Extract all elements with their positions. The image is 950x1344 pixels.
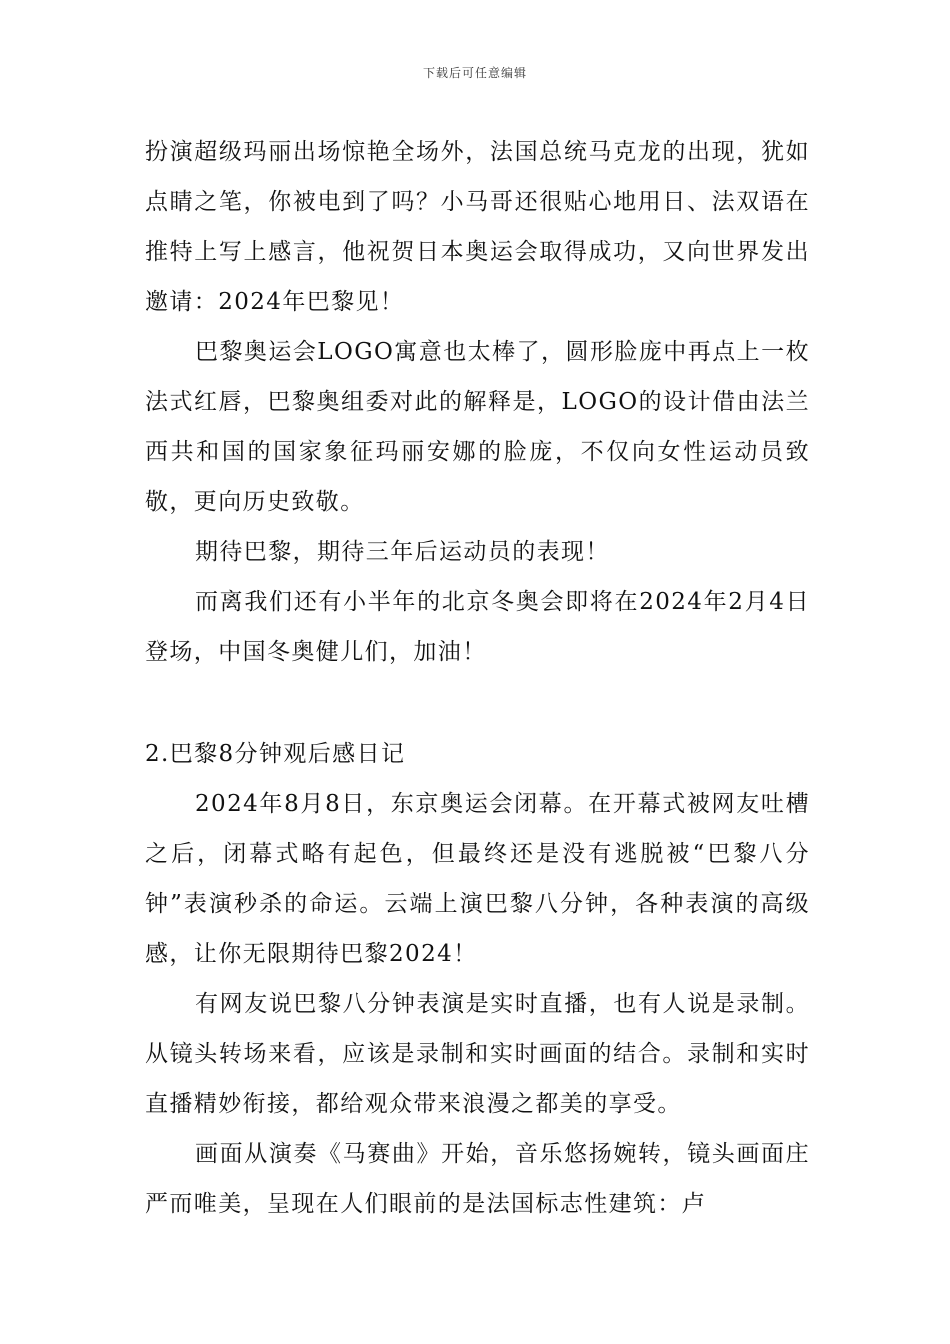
paragraph-expect-paris: 期待巴黎，期待三年后运动员的表现！	[195, 539, 610, 565]
paragraph-marseillaise: 画面从演奏《马赛曲》开始，音乐悠扬婉转，镜头画面庄严而唯美，呈现在人们眼前的是法国标志性建筑：卢	[145, 1141, 810, 1217]
paragraph-live-or-recorded: 有网友说巴黎八分钟表演是实时直播，也有人说是录制。从镜头转场来看，应该是录制和实时画面的结合。录制和实时直播精妙衔接，都给观众带来浪漫之都美的享受。	[145, 991, 810, 1117]
paragraph-continuation: 扮演超级玛丽出场惊艳全场外，法国总统马克龙的出现，犹如点睛之笔，你被电到了吗？小马哥还很贴心地用日、法双语在推特上写上感言，他祝贺日本奥运会取得成功，又向世界发出邀请：2024年巴黎见！	[145, 139, 810, 315]
header-note: 下载后可任意编辑	[422, 66, 527, 80]
section-heading: 2.巴黎8分钟观后感日记	[145, 741, 406, 767]
paragraph-beijing: 而离我们还有小半年的北京冬奥会即将在2024年2月4日登场，中国冬奥健儿们，加油！	[145, 589, 810, 665]
paragraph-logo: 巴黎奥运会LOGO寓意也太棒了，圆形脸庞中再点上一枚法式红唇，巴黎奥组委对此的解释是，LOGO的设计借由法兰西共和国的国家象征玛丽安娜的脸庞，不仅向女性运动员致敬，更向历史致敬。	[145, 339, 810, 515]
paragraph-closing-ceremony: 2024年8月8日，东京奥运会闭幕。在开幕式被网友吐槽之后，闭幕式略有起色，但最终还是没有逃脱被“巴黎八分钟”表演秒杀的命运。云端上演巴黎八分钟，各种表演的高级感，让你无限期待巴黎2024！	[145, 791, 810, 967]
document-body	[145, 127, 810, 1229]
